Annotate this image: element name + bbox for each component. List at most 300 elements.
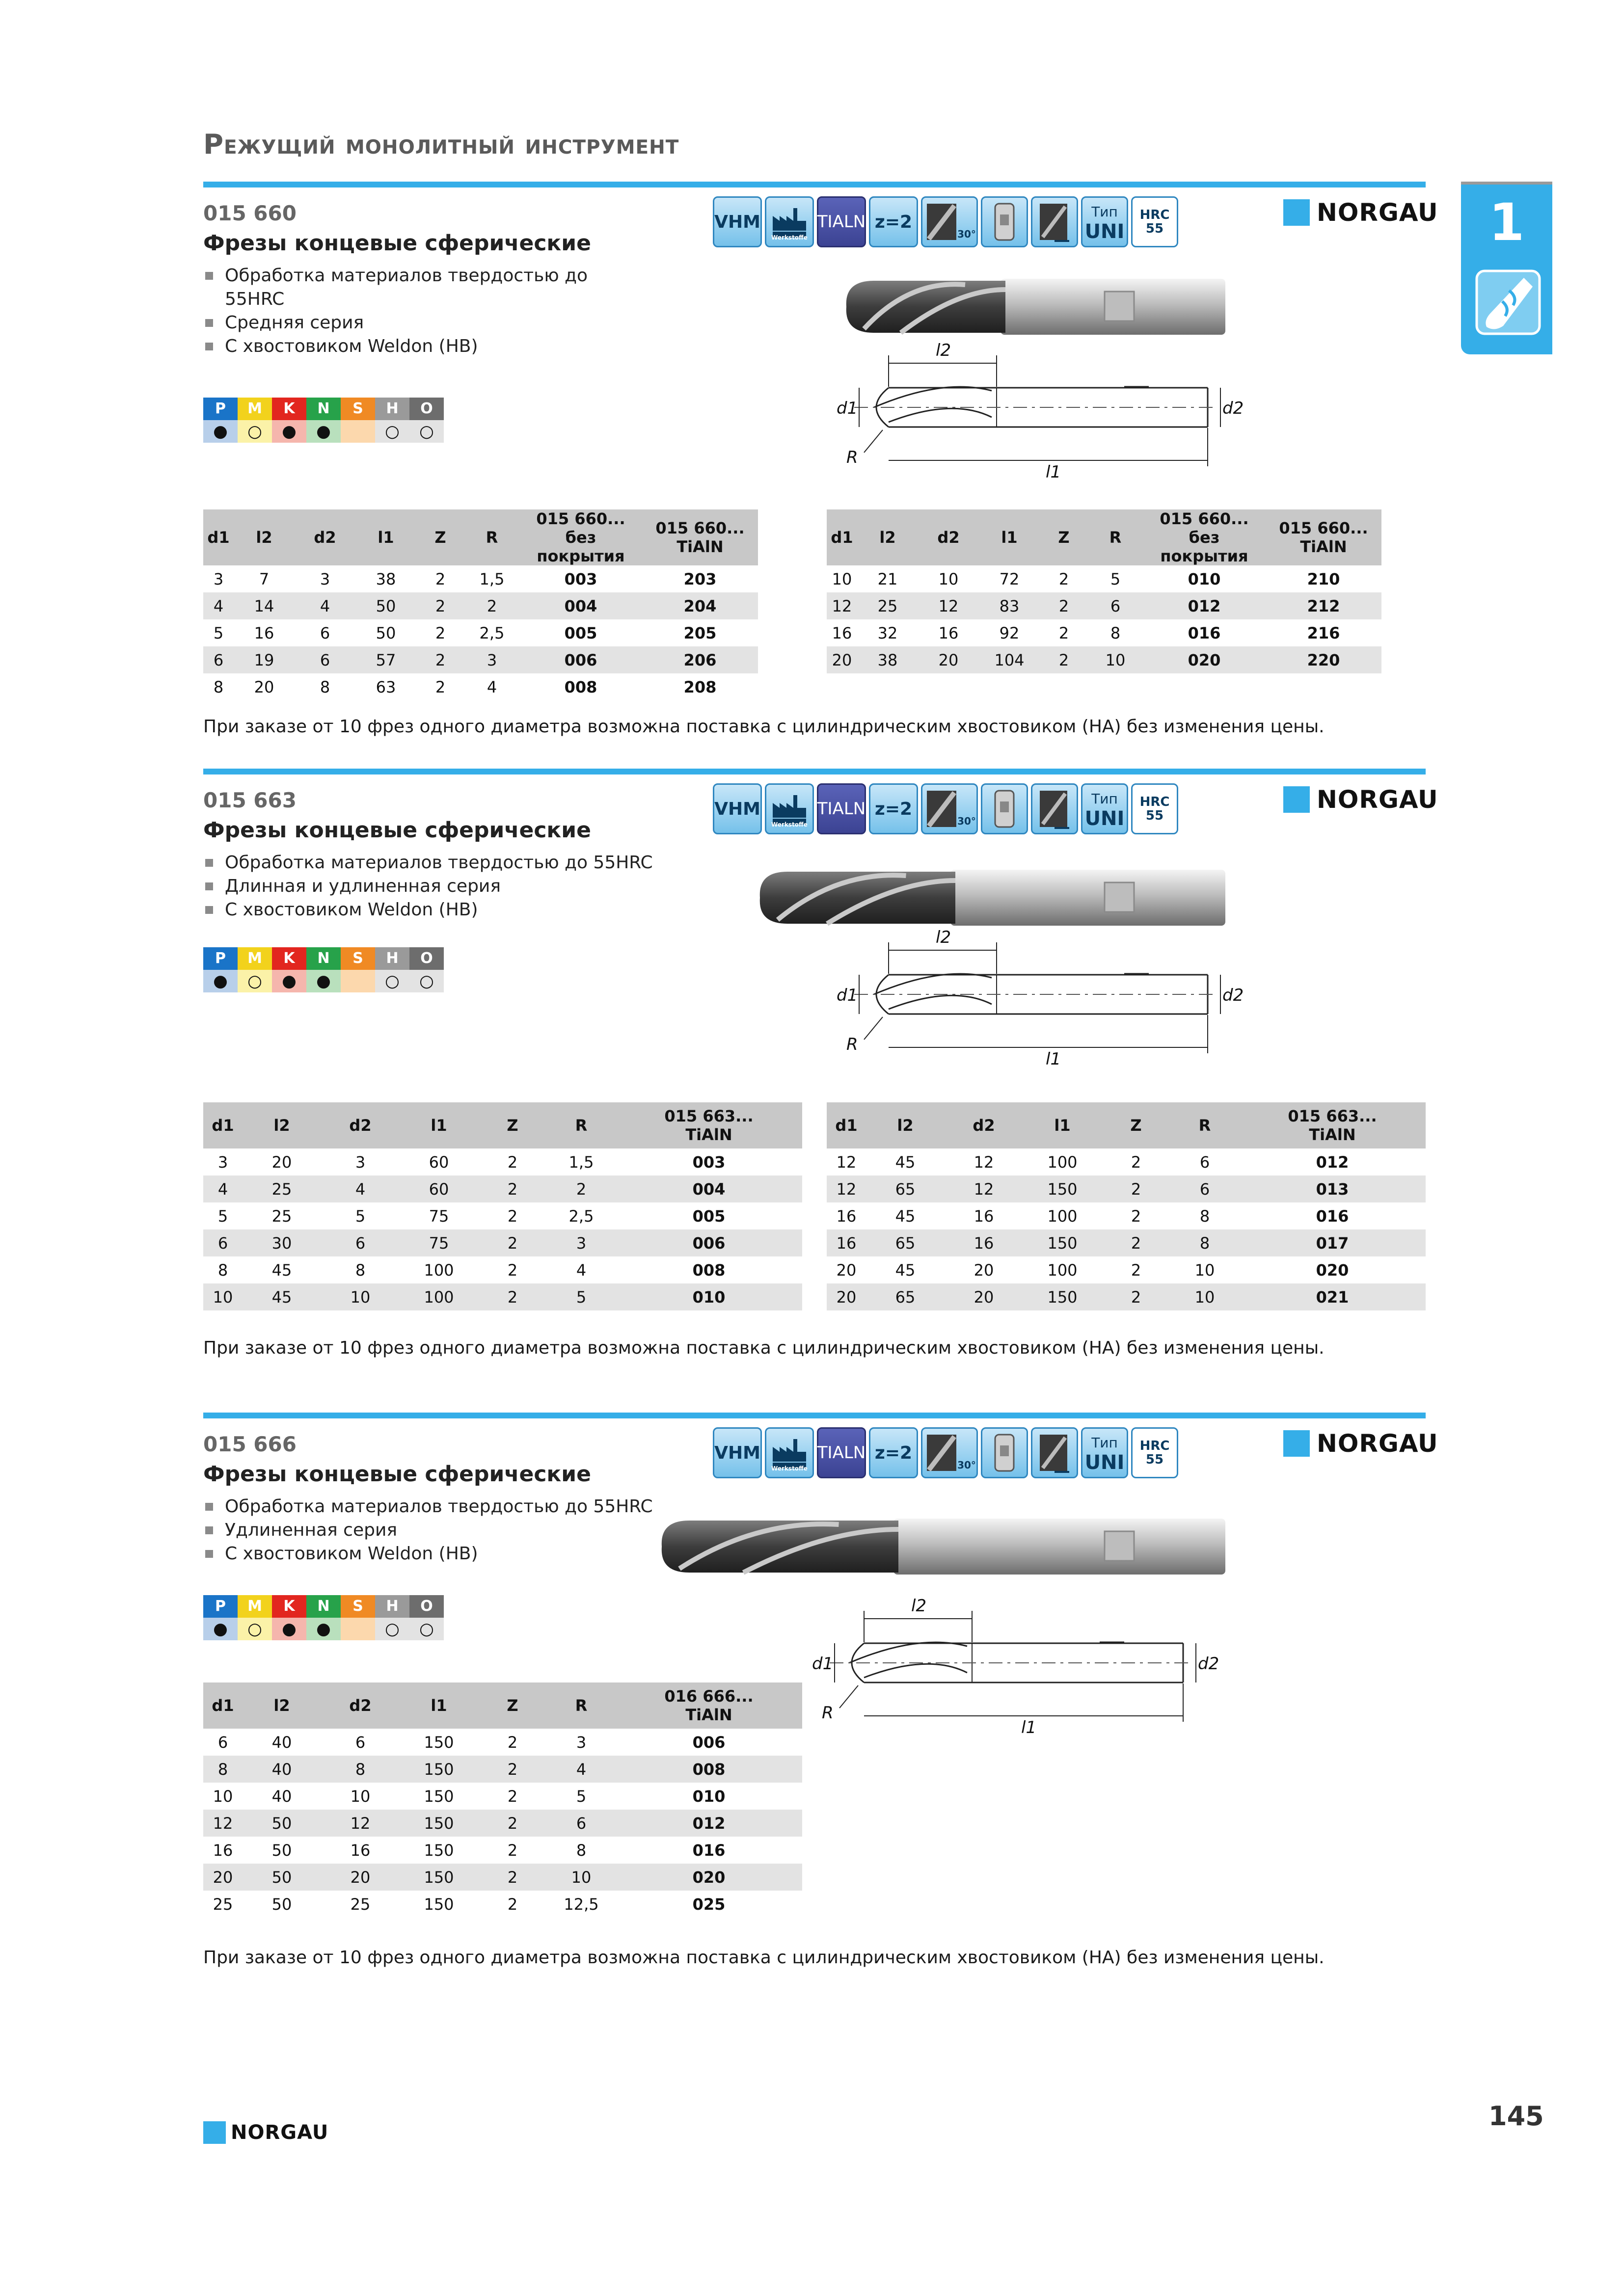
table-cell: 8 — [320, 677, 330, 696]
table-cell: 2 — [1102, 1229, 1170, 1256]
column-header: R — [1088, 509, 1143, 565]
table-cell: 150 — [400, 1864, 478, 1891]
helix-angle-icon — [921, 196, 978, 247]
product-code: 015 660 — [203, 201, 297, 225]
dimension-label-R: R — [846, 448, 858, 467]
uni-label: UNI — [1084, 1451, 1125, 1474]
flutes-count-icon-label: z=2 — [874, 212, 913, 232]
table-cell: 203 — [683, 569, 717, 588]
dimension-label-d1: d1 — [837, 399, 858, 418]
feature-item: Обработка материалов твердостью до 55HRC — [203, 1495, 653, 1519]
table-cell: 8 — [1110, 623, 1121, 642]
table-cell: 83 — [979, 592, 1040, 619]
dimension-label-d2: d2 — [1198, 1654, 1219, 1674]
dimension-drawing — [844, 344, 1227, 491]
flutes-count-icon-label: z=2 — [874, 799, 913, 819]
spec-table-left — [203, 1102, 802, 1310]
table-row[interactable] — [203, 619, 758, 646]
chapter-tab[interactable] — [1461, 185, 1552, 354]
brand-logo — [1283, 785, 1438, 814]
table-cell: 2 — [507, 1152, 518, 1172]
iso-suitability: ○ — [409, 970, 444, 992]
table-cell: 20 — [203, 1864, 243, 1891]
table-cell: 50 — [271, 1895, 292, 1914]
table-header-row — [203, 1102, 802, 1148]
table-cell: 2 — [435, 677, 446, 696]
table-cell: 2 — [1040, 646, 1088, 673]
feature-item: С хвостовиком Weldon (HB) — [203, 1542, 653, 1566]
hrc-value: 55 — [1145, 1452, 1164, 1467]
iso-letter: O — [409, 1595, 444, 1618]
flutes-count-icon — [869, 783, 918, 834]
dimension-label-l1: l1 — [1046, 462, 1061, 482]
iso-letter: N — [306, 947, 341, 970]
feature-item: Удлиненная серия — [203, 1519, 653, 1542]
table-cell: 25 — [350, 1895, 371, 1914]
table-cell: 210 — [1307, 569, 1340, 588]
iso-letter: H — [375, 398, 409, 420]
table-row[interactable] — [203, 1202, 802, 1229]
footer-brand-name: NORGAU — [231, 2121, 329, 2144]
table-cell: 8 — [1199, 1206, 1210, 1226]
table-cell: 5 — [213, 623, 224, 642]
table-row[interactable] — [203, 592, 758, 619]
iso-suitability: ● — [306, 420, 341, 443]
iso-letter: M — [238, 398, 272, 420]
table-cell: 004 — [519, 592, 642, 619]
table-row[interactable] — [827, 1229, 1426, 1256]
table-cell: 45 — [895, 1206, 916, 1226]
table-cell: 50 — [271, 1841, 292, 1860]
section-rule — [203, 769, 1426, 774]
table-cell: 2 — [464, 592, 519, 619]
table-cell: 10 — [321, 1283, 400, 1310]
column-header: 015 660... TiAlN — [642, 509, 758, 565]
table-cell: 6 — [295, 646, 355, 673]
table-cell: 2 — [507, 1733, 518, 1752]
table-row[interactable] — [827, 646, 1381, 673]
table-cell: 5 — [1110, 569, 1121, 588]
column-header: 015 660... TiAlN — [1266, 509, 1381, 565]
table-cell: 45 — [271, 1260, 292, 1280]
column-header: R — [547, 1682, 616, 1729]
table-row[interactable] — [203, 1256, 802, 1283]
table-cell: 2 — [478, 1175, 547, 1202]
dimension-label-l1: l1 — [1021, 1718, 1037, 1737]
feature-list — [203, 1495, 653, 1566]
dimension-label-R: R — [822, 1703, 834, 1723]
table-cell: 006 — [692, 1733, 726, 1752]
table-row[interactable] — [203, 1148, 802, 1175]
table-cell: 10 — [938, 569, 959, 588]
table-cell: 016 — [1188, 623, 1221, 642]
table-cell: 100 — [424, 1260, 454, 1280]
dimension-label-l2: l2 — [936, 928, 951, 947]
table-cell: 5 — [576, 1787, 587, 1806]
table-cell: 100 — [1047, 1206, 1078, 1226]
hrc-value: 55 — [1145, 808, 1164, 823]
table-cell: 005 — [564, 623, 597, 642]
table-cell: 8 — [213, 677, 224, 696]
table-cell: 6 — [547, 1810, 616, 1837]
table-row[interactable] — [203, 1837, 802, 1864]
iso-suitability: ○ — [409, 1618, 444, 1640]
table-cell: 2 — [435, 569, 446, 588]
table-row[interactable] — [827, 1283, 1426, 1310]
vhm-icon-label: VHM — [714, 799, 760, 819]
table-cell: 150 — [1023, 1283, 1102, 1310]
column-header: l2 — [234, 509, 295, 565]
iso-suitability: ● — [203, 1618, 238, 1640]
helix-angle-icon — [921, 783, 978, 834]
iso-suitability — [341, 420, 375, 443]
table-cell: 12 — [827, 1175, 866, 1202]
type-uni-icon — [1081, 783, 1128, 834]
table-cell: 10 — [832, 569, 852, 588]
iso-letter: K — [272, 947, 306, 970]
table-cell: 2 — [416, 646, 464, 673]
column-header: d1 — [203, 1682, 243, 1729]
product-title: Фрезы концевые сферические — [203, 1462, 591, 1487]
shank-icon — [981, 1427, 1028, 1478]
product-title: Фрезы концевые сферические — [203, 231, 591, 256]
table-cell: 006 — [616, 1229, 802, 1256]
helix-angle-label: 30° — [957, 1459, 976, 1471]
werkstoffe-icon — [765, 783, 814, 834]
table-cell: 8 — [576, 1841, 587, 1860]
table-cell: 10 — [1194, 1260, 1215, 1280]
dimension-label-d2: d2 — [1222, 399, 1244, 418]
iso-material-grid — [203, 398, 444, 443]
table-cell: 16 — [974, 1206, 994, 1226]
section-rule — [203, 1413, 1426, 1418]
table-row[interactable] — [827, 1256, 1426, 1283]
table-row[interactable] — [203, 1891, 802, 1918]
iso-material-grid — [203, 947, 444, 992]
column-header: d2 — [321, 1102, 400, 1148]
table-cell: 6 — [217, 1733, 228, 1752]
table-cell: 65 — [866, 1175, 945, 1202]
iso-letter: H — [375, 947, 409, 970]
table-header-row — [203, 509, 758, 565]
table-row[interactable] — [203, 1229, 802, 1256]
brand-square-icon — [1283, 1430, 1310, 1457]
table-cell: 50 — [243, 1810, 321, 1837]
table-cell: 16 — [213, 1841, 233, 1860]
column-header: 015 660... без покрытия — [519, 509, 642, 565]
table-cell: 25 — [857, 592, 918, 619]
table-cell: 008 — [692, 1260, 726, 1280]
iso-suitability: ○ — [375, 1618, 409, 1640]
table-cell: 2 — [1102, 1283, 1170, 1310]
table-cell: 150 — [1023, 1229, 1102, 1256]
table-cell: 6 — [1170, 1175, 1239, 1202]
brand-name: NORGAU — [1317, 1429, 1438, 1458]
table-row[interactable] — [203, 1783, 802, 1810]
tialn-coating-icon — [817, 783, 866, 834]
dimension-label-l1: l1 — [1046, 1049, 1061, 1069]
table-cell: 2 — [547, 1175, 616, 1202]
dimension-label-l2: l2 — [936, 341, 951, 360]
table-row[interactable] — [827, 1175, 1426, 1202]
iso-suitability: ● — [272, 420, 306, 443]
table-header-row — [203, 1682, 802, 1729]
spec-table-left — [203, 509, 758, 700]
werkstoffe-icon — [765, 1427, 814, 1478]
iso-suitability: ● — [272, 970, 306, 992]
vhm-icon-label: VHM — [714, 212, 760, 232]
table-row[interactable] — [203, 565, 758, 592]
product-section — [203, 182, 1438, 820]
iso-letter: S — [341, 398, 375, 420]
column-header: 015 663... TiAlN — [616, 1102, 802, 1148]
table-cell: 8 — [321, 1756, 400, 1783]
table-row[interactable] — [203, 1283, 802, 1310]
iso-suitability: ● — [272, 1618, 306, 1640]
table-cell: 21 — [877, 569, 898, 588]
table-cell: 2 — [507, 1895, 518, 1914]
table-cell: 8 — [203, 1756, 243, 1783]
hrc-value: 55 — [1145, 221, 1164, 236]
table-cell: 6 — [355, 1733, 366, 1752]
table-cell: 2 — [1131, 1152, 1141, 1172]
vhm-icon — [713, 1427, 762, 1478]
table-cell: 12 — [827, 592, 857, 619]
table-cell: 5 — [355, 1206, 366, 1226]
table-cell: 3 — [547, 1229, 616, 1256]
footer-brand — [203, 2121, 328, 2144]
column-header: 015 663... TiAlN — [1239, 1102, 1426, 1148]
iso-suitability: ○ — [238, 420, 272, 443]
feature-icons — [713, 783, 1178, 834]
table-cell: 6 — [1088, 592, 1143, 619]
iso-letter: P — [203, 398, 238, 420]
end-mill-photo — [758, 861, 1227, 934]
brand-square-icon — [203, 2121, 226, 2144]
column-header: l1 — [355, 509, 416, 565]
werkstoffe-label: Werkstoffe — [771, 821, 808, 828]
iso-suitability: ○ — [375, 420, 409, 443]
feature-item: Обработка материалов твердостью до 55HRC — [203, 851, 653, 875]
table-cell: 12 — [945, 1175, 1023, 1202]
brand-logo — [1283, 1429, 1438, 1458]
tialn-coating-icon-label: TIALN — [817, 1443, 866, 1463]
feature-item: Обработка материалов твердостью до — [203, 264, 588, 288]
table-cell: 10 — [350, 1787, 371, 1806]
table-row[interactable] — [203, 1756, 802, 1783]
table-cell: 16 — [836, 1206, 857, 1226]
tialn-coating-icon-label: TIALN — [817, 799, 866, 819]
table-cell: 2 — [1058, 623, 1069, 642]
dimension-drawing — [820, 1599, 1203, 1746]
dimension-label-d1: d1 — [837, 986, 858, 1005]
table-cell: 2 — [507, 1787, 518, 1806]
dimension-drawing — [844, 931, 1227, 1078]
chapter-number: 1 — [1488, 192, 1525, 252]
table-row[interactable] — [827, 619, 1381, 646]
table-cell: 005 — [692, 1206, 726, 1226]
type-label: Тип — [1091, 204, 1118, 220]
end-mill-photo — [660, 1510, 1227, 1583]
table-cell: 016 — [692, 1841, 726, 1860]
table-cell: 20 — [271, 1152, 292, 1172]
table-cell: 204 — [642, 592, 758, 619]
table-cell: 025 — [692, 1895, 726, 1914]
flutes-count-icon — [869, 1427, 918, 1478]
table-row[interactable] — [203, 1810, 802, 1837]
table-cell: 20 — [321, 1864, 400, 1891]
hrc-icon — [1131, 783, 1178, 834]
table-row[interactable] — [827, 592, 1381, 619]
iso-letter: K — [272, 1595, 306, 1618]
product-section — [203, 769, 1438, 1407]
dimension-label-d1: d1 — [812, 1654, 834, 1674]
table-cell: 12 — [918, 592, 979, 619]
table-cell: 2 — [478, 1283, 547, 1310]
table-cell: 40 — [271, 1787, 292, 1806]
table-cell: 020 — [1143, 646, 1266, 673]
table-cell: 2 — [507, 1206, 518, 1226]
slot-direction-icon — [1031, 1427, 1078, 1478]
flutes-count-icon — [869, 196, 918, 247]
werkstoffe-icon — [765, 196, 814, 247]
column-header: l1 — [400, 1682, 478, 1729]
table-cell: 212 — [1266, 592, 1381, 619]
column-header: l1 — [1023, 1102, 1102, 1148]
table-cell: 205 — [683, 623, 717, 642]
page-title: Режущий монолитный инструмент — [203, 129, 679, 160]
table-cell: 150 — [400, 1810, 478, 1837]
table-row[interactable] — [203, 673, 758, 700]
table-cell: 4 — [321, 1175, 400, 1202]
table-cell: 72 — [999, 569, 1020, 588]
feature-item: 55HRC — [225, 289, 285, 309]
dimension-label-R: R — [846, 1035, 858, 1054]
table-row[interactable] — [827, 1148, 1426, 1175]
table-cell: 150 — [424, 1895, 454, 1914]
spec-table-left — [203, 1682, 802, 1918]
table-cell: 3 — [576, 1733, 587, 1752]
table-cell: 6 — [203, 646, 234, 673]
table-cell: 45 — [243, 1283, 321, 1310]
table-cell: 45 — [895, 1260, 916, 1280]
table-cell: 25 — [271, 1206, 292, 1226]
vhm-icon — [713, 783, 762, 834]
column-header: Z — [1102, 1102, 1170, 1148]
table-cell: 150 — [424, 1787, 454, 1806]
table-header-row — [827, 509, 1381, 565]
table-cell: 100 — [1047, 1152, 1078, 1172]
column-header: d2 — [295, 509, 355, 565]
table-cell: 20 — [945, 1283, 1023, 1310]
brand-name: NORGAU — [1317, 198, 1438, 227]
column-header: R — [1170, 1102, 1239, 1148]
iso-letter: M — [238, 1595, 272, 1618]
table-cell: 12 — [836, 1152, 857, 1172]
table-cell: 2 — [1131, 1206, 1141, 1226]
iso-letter: O — [409, 398, 444, 420]
table-cell: 016 — [1316, 1206, 1349, 1226]
table-row[interactable] — [203, 646, 758, 673]
table-cell: 20 — [827, 646, 857, 673]
table-cell: 10 — [1170, 1283, 1239, 1310]
table-cell: 5 — [217, 1206, 228, 1226]
table-cell: 003 — [692, 1152, 726, 1172]
table-cell: 8 — [1170, 1229, 1239, 1256]
table-cell: 3 — [464, 646, 519, 673]
table-cell: 20 — [827, 1283, 866, 1310]
table-cell: 30 — [243, 1229, 321, 1256]
iso-letter: P — [203, 947, 238, 970]
iso-letter: N — [306, 398, 341, 420]
table-cell: 2 — [1040, 592, 1088, 619]
table-row[interactable] — [203, 1729, 802, 1756]
table-row[interactable] — [203, 1864, 802, 1891]
order-note: При заказе от 10 фрез одного диаметра возможна поставка с цилиндрическим хвостовиком (HA) без изменения цены. — [203, 1948, 1325, 1968]
column-header: l2 — [866, 1102, 945, 1148]
table-cell: 92 — [999, 623, 1020, 642]
section-rule — [203, 182, 1426, 187]
table-cell: 2 — [1131, 1260, 1141, 1280]
table-cell: 2,5 — [479, 623, 505, 642]
uni-label: UNI — [1084, 220, 1125, 243]
table-cell: 65 — [866, 1229, 945, 1256]
table-cell: 4 — [576, 1260, 587, 1280]
table-cell: 40 — [243, 1756, 321, 1783]
table-cell: 12,5 — [564, 1895, 599, 1914]
iso-suitability: ○ — [238, 970, 272, 992]
type-label: Тип — [1091, 791, 1118, 807]
table-cell: 150 — [1023, 1175, 1102, 1202]
feature-item: С хвостовиком Weldon (HB) — [203, 898, 653, 922]
iso-letter: S — [341, 1595, 375, 1618]
table-cell: 3 — [355, 1152, 366, 1172]
column-header: d1 — [203, 1102, 243, 1148]
table-row[interactable] — [203, 1175, 802, 1202]
table-row[interactable] — [827, 1202, 1426, 1229]
table-cell: 003 — [564, 569, 597, 588]
table-cell: 8 — [355, 1260, 366, 1280]
hrc-icon — [1131, 196, 1178, 247]
type-uni-icon — [1081, 1427, 1128, 1478]
product-code: 015 663 — [203, 788, 297, 812]
table-cell: 12 — [321, 1810, 400, 1837]
table-cell: 020 — [616, 1864, 802, 1891]
table-cell: 150 — [400, 1756, 478, 1783]
table-cell: 4 — [203, 1175, 243, 1202]
iso-suitability: ○ — [375, 970, 409, 992]
table-cell: 100 — [1047, 1260, 1078, 1280]
table-cell: 38 — [857, 646, 918, 673]
feature-item: Длинная и удлиненная серия — [203, 875, 653, 898]
table-cell: 25 — [213, 1895, 233, 1914]
table-row[interactable] — [827, 565, 1381, 592]
table-cell: 20 — [254, 677, 274, 696]
iso-suitability — [341, 1618, 375, 1640]
table-cell: 14 — [234, 592, 295, 619]
feature-icons — [713, 196, 1178, 247]
vhm-icon — [713, 196, 762, 247]
column-header: d1 — [827, 1102, 866, 1148]
table-cell: 012 — [616, 1810, 802, 1837]
end-mill-photo — [844, 270, 1227, 344]
helix-angle-label: 30° — [957, 228, 976, 240]
column-header: l1 — [979, 509, 1040, 565]
table-cell: 50 — [243, 1864, 321, 1891]
column-header: R — [464, 509, 519, 565]
table-cell: 013 — [1239, 1175, 1426, 1202]
table-cell: 12 — [974, 1152, 994, 1172]
